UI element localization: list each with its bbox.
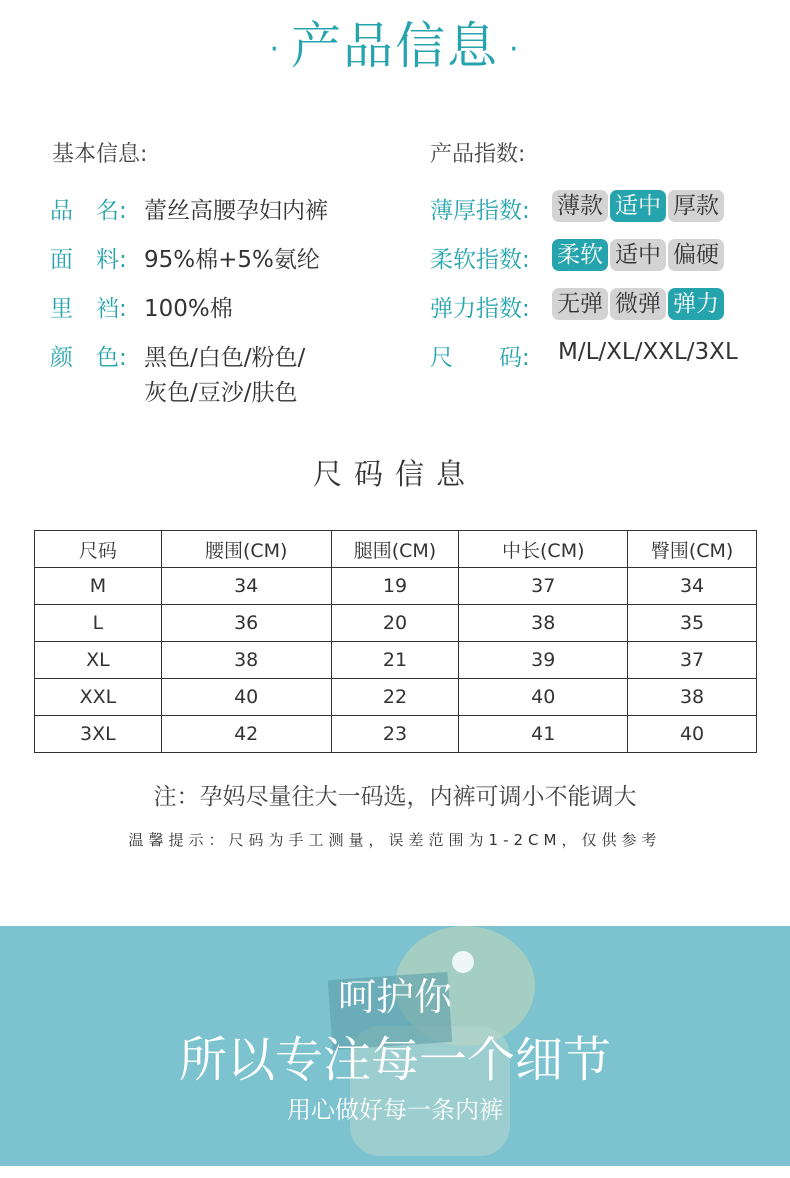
name-label: 品 名: <box>50 198 127 224</box>
table-cell: XL <box>35 642 162 679</box>
softness-label: 柔软指数: <box>430 247 530 273</box>
softness-option-soft: 柔软 <box>552 239 608 271</box>
basic-info-heading: 基本信息: <box>52 142 148 167</box>
banner-line-3: 用心做好每一条内裤 <box>287 1096 503 1124</box>
table-cell: 23 <box>331 716 459 753</box>
column-header: 中长(CM) <box>459 531 628 568</box>
column-header: 尺码 <box>35 531 162 568</box>
table-row <box>35 679 757 716</box>
elasticity-option-stretch: 弹力 <box>668 288 724 320</box>
banner-line-1: 呵护你 <box>337 975 452 1019</box>
softness-options <box>552 239 726 271</box>
thickness-option-thin: 薄款 <box>552 190 608 222</box>
table-row <box>35 605 757 642</box>
table-row <box>35 568 757 605</box>
softness-option-medium: 适中 <box>610 239 666 271</box>
size-info-title: 尺码信息 <box>312 457 477 491</box>
color-value-line2: 灰色/豆沙/肤色 <box>144 380 298 406</box>
table-cell: 42 <box>161 716 331 753</box>
size-value: M/L/XL/XXL/3XL <box>558 339 738 365</box>
fabric-value: 95%棉+5%氨纶 <box>144 247 320 273</box>
title-text: 产品信息 <box>291 17 499 75</box>
color-label: 颜 色: <box>50 345 127 371</box>
table-cell: XXL <box>35 679 162 716</box>
size-note: 注：孕妈尽量往大一码选，内裤可调小不能调大 <box>153 784 637 810</box>
table-cell: 40 <box>161 679 331 716</box>
thickness-option-thick: 厚款 <box>668 190 724 222</box>
thickness-option-medium: 适中 <box>610 190 666 222</box>
column-header: 臀围(CM) <box>628 531 757 568</box>
table-cell: 3XL <box>35 716 162 753</box>
fabric-label: 面 料: <box>50 247 127 273</box>
table-cell: 22 <box>331 679 459 716</box>
table-cell: M <box>35 568 162 605</box>
table-cell: 37 <box>628 642 757 679</box>
color-value-line1: 黑色/白色/粉色/ <box>144 345 306 371</box>
softness-option-hard: 偏硬 <box>668 239 724 271</box>
thickness-options <box>552 190 726 222</box>
product-index-heading: 产品指数: <box>430 142 526 167</box>
table-cell: 19 <box>331 568 459 605</box>
table-row <box>35 642 757 679</box>
column-header: 腰围(CM) <box>161 531 331 568</box>
table-row <box>35 716 757 753</box>
table-cell: L <box>35 605 162 642</box>
promo-banner <box>0 926 790 1166</box>
table-cell: 21 <box>331 642 459 679</box>
lining-value: 100%棉 <box>144 296 233 322</box>
table-cell: 38 <box>459 605 628 642</box>
name-value: 蕾丝高腰孕妇内裤 <box>144 198 328 224</box>
table-cell: 34 <box>161 568 331 605</box>
table-cell: 38 <box>628 679 757 716</box>
thickness-label: 薄厚指数: <box>430 198 530 224</box>
table-cell: 39 <box>459 642 628 679</box>
column-header: 腿围(CM) <box>331 531 459 568</box>
page-title <box>0 6 790 78</box>
table-cell: 38 <box>161 642 331 679</box>
table-cell: 41 <box>459 716 628 753</box>
table-header-row <box>35 531 757 568</box>
measurement-tip: 温馨提示：尺码为手工测量，误差范围为1-2CM，仅供参考 <box>128 831 662 849</box>
size-label: 尺 码: <box>430 345 530 371</box>
table-cell: 34 <box>628 568 757 605</box>
elasticity-label: 弹力指数: <box>430 296 530 322</box>
table-cell: 35 <box>628 605 757 642</box>
elasticity-options <box>552 288 726 320</box>
table-cell: 20 <box>331 605 459 642</box>
table-cell: 37 <box>459 568 628 605</box>
table-cell: 40 <box>628 716 757 753</box>
banner-line-2: 所以专注每一个细节 <box>178 1032 611 1088</box>
size-table <box>34 530 757 753</box>
title-dot-left: · <box>269 32 281 67</box>
table-cell: 36 <box>161 605 331 642</box>
lining-label: 里 裆: <box>50 296 127 322</box>
elasticity-option-none: 无弹 <box>552 288 608 320</box>
table-cell: 40 <box>459 679 628 716</box>
elasticity-option-slight: 微弹 <box>610 288 666 320</box>
title-dot-right: · <box>509 32 521 67</box>
